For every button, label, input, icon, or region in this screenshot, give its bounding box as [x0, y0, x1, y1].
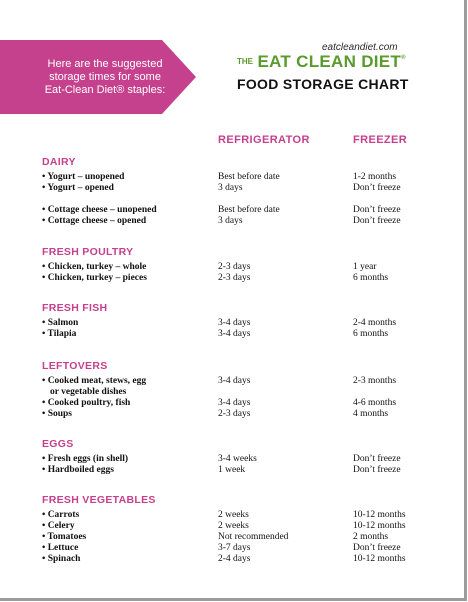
freezer-time: 2 months — [353, 532, 389, 542]
table-row — [42, 521, 462, 532]
table-row — [42, 172, 462, 183]
freezer-time: Don’t freeze — [353, 205, 401, 215]
refrigerator-time: Not recommended — [218, 532, 289, 542]
table-row — [42, 376, 462, 387]
table-row — [42, 510, 462, 521]
refrigerator-time: 2-4 days — [218, 554, 251, 564]
table-row — [42, 318, 462, 329]
refrigerator-time: 2 weeks — [218, 510, 249, 520]
banner-line: Here are the suggested — [47, 58, 163, 70]
brand-logo — [237, 52, 406, 72]
item-name: • Tomatoes — [42, 532, 87, 542]
item-name: • Carrots — [42, 510, 80, 520]
refrigerator-time: 3-4 days — [218, 398, 251, 408]
item-name: • Tilapia — [42, 329, 77, 339]
freezer-time: Don’t freeze — [353, 465, 401, 475]
item-name: • Hardboiled eggs — [42, 465, 114, 475]
freezer-time: 4-6 months — [353, 398, 397, 408]
item-name: • Soups — [42, 409, 72, 419]
freezer-time: 4 months — [353, 409, 389, 419]
table-row — [42, 262, 462, 273]
refrigerator-time: Best before date — [218, 172, 280, 182]
freezer-time: 1 year — [353, 262, 377, 272]
section-heading-leftovers: LEFTOVERS — [42, 360, 108, 372]
item-name: or vegetable dishes — [50, 387, 127, 397]
refrigerator-time: 2 weeks — [218, 521, 249, 531]
freezer-time: 2-3 months — [353, 376, 397, 386]
item-name: • Cooked poultry, fish — [42, 398, 131, 408]
table-row — [42, 205, 462, 216]
table-row — [42, 273, 462, 284]
item-name: • Cottage cheese – opened — [42, 216, 147, 226]
brand-the: THE — [237, 57, 253, 66]
freezer-time: 2-4 months — [353, 318, 397, 328]
table-row — [42, 329, 462, 340]
table-row — [42, 532, 462, 543]
item-name: • Cottage cheese – unopened — [42, 205, 157, 215]
brand-mark: ® — [401, 55, 406, 61]
refrigerator-time: 2-3 days — [218, 409, 251, 419]
section-heading-eggs: EGGS — [42, 438, 74, 450]
item-name: • Chicken, turkey – pieces — [42, 273, 147, 283]
table-row — [42, 554, 462, 565]
table-row — [42, 454, 462, 465]
item-name: • Yogurt – unopened — [42, 172, 125, 182]
refrigerator-time: 3-4 weeks — [218, 454, 257, 464]
refrigerator-time: 3 days — [218, 183, 243, 193]
freezer-time: 10-12 months — [353, 521, 406, 531]
table-row — [42, 398, 462, 409]
item-name: • Fresh eggs (in shell) — [42, 454, 129, 464]
refrigerator-time: 2-3 days — [218, 273, 251, 283]
refrigerator-time: 2-3 days — [218, 262, 251, 272]
intro-banner — [0, 40, 196, 114]
item-name: • Salmon — [42, 318, 79, 328]
freezer-time: Don’t freeze — [353, 454, 401, 464]
table-row — [42, 387, 462, 398]
refrigerator-time: 3 days — [218, 216, 243, 226]
table-row — [42, 465, 462, 476]
freezer-time: Don’t freeze — [353, 183, 401, 193]
freezer-time: 6 months — [353, 273, 389, 283]
freezer-time: 10-12 months — [353, 554, 406, 564]
column-header-freezer: FREEZER — [353, 134, 408, 146]
page-title: FOOD STORAGE CHART — [237, 76, 409, 92]
refrigerator-time: Best before date — [218, 205, 280, 215]
refrigerator-time: 1 week — [218, 465, 246, 475]
table-row — [42, 409, 462, 420]
section-heading-fresh-vegetables: FRESH VEGETABLES — [42, 494, 156, 506]
freezer-time: 1-2 months — [353, 172, 397, 182]
section-heading-fresh-fish: FRESH FISH — [42, 302, 108, 314]
item-name: • Cooked meat, stews, egg — [42, 376, 147, 386]
section-heading-fresh-poultry: FRESH POULTRY — [42, 246, 134, 258]
banner-text — [30, 58, 180, 97]
table-row — [42, 543, 462, 554]
freezer-time: Don’t freeze — [353, 543, 401, 553]
freezer-time: Don’t freeze — [353, 216, 401, 226]
table-row — [42, 216, 462, 227]
freezer-time: 6 months — [353, 329, 389, 339]
freezer-time: 10-12 months — [353, 510, 406, 520]
refrigerator-time: 3-7 days — [218, 543, 251, 553]
item-name: • Lettuce — [42, 543, 79, 553]
refrigerator-time: 3-4 days — [218, 376, 251, 386]
refrigerator-time: 3-4 days — [218, 329, 251, 339]
banner-line: storage times for some — [49, 71, 161, 83]
site-url: eatcleandiet.com — [322, 42, 398, 53]
column-header-refrigerator: REFRIGERATOR — [218, 134, 310, 146]
banner-line: Eat-Clean Diet® staples: — [44, 84, 166, 96]
item-name: • Spinach — [42, 554, 81, 564]
brand-main: EAT CLEAN DIET — [257, 52, 402, 71]
item-name: • Chicken, turkey – whole — [42, 262, 147, 272]
section-heading-dairy: DAIRY — [42, 156, 76, 168]
table-row — [42, 183, 462, 194]
item-name: • Yogurt – opened — [42, 183, 114, 193]
refrigerator-time: 3-4 days — [218, 318, 251, 328]
item-name: • Celery — [42, 521, 75, 531]
